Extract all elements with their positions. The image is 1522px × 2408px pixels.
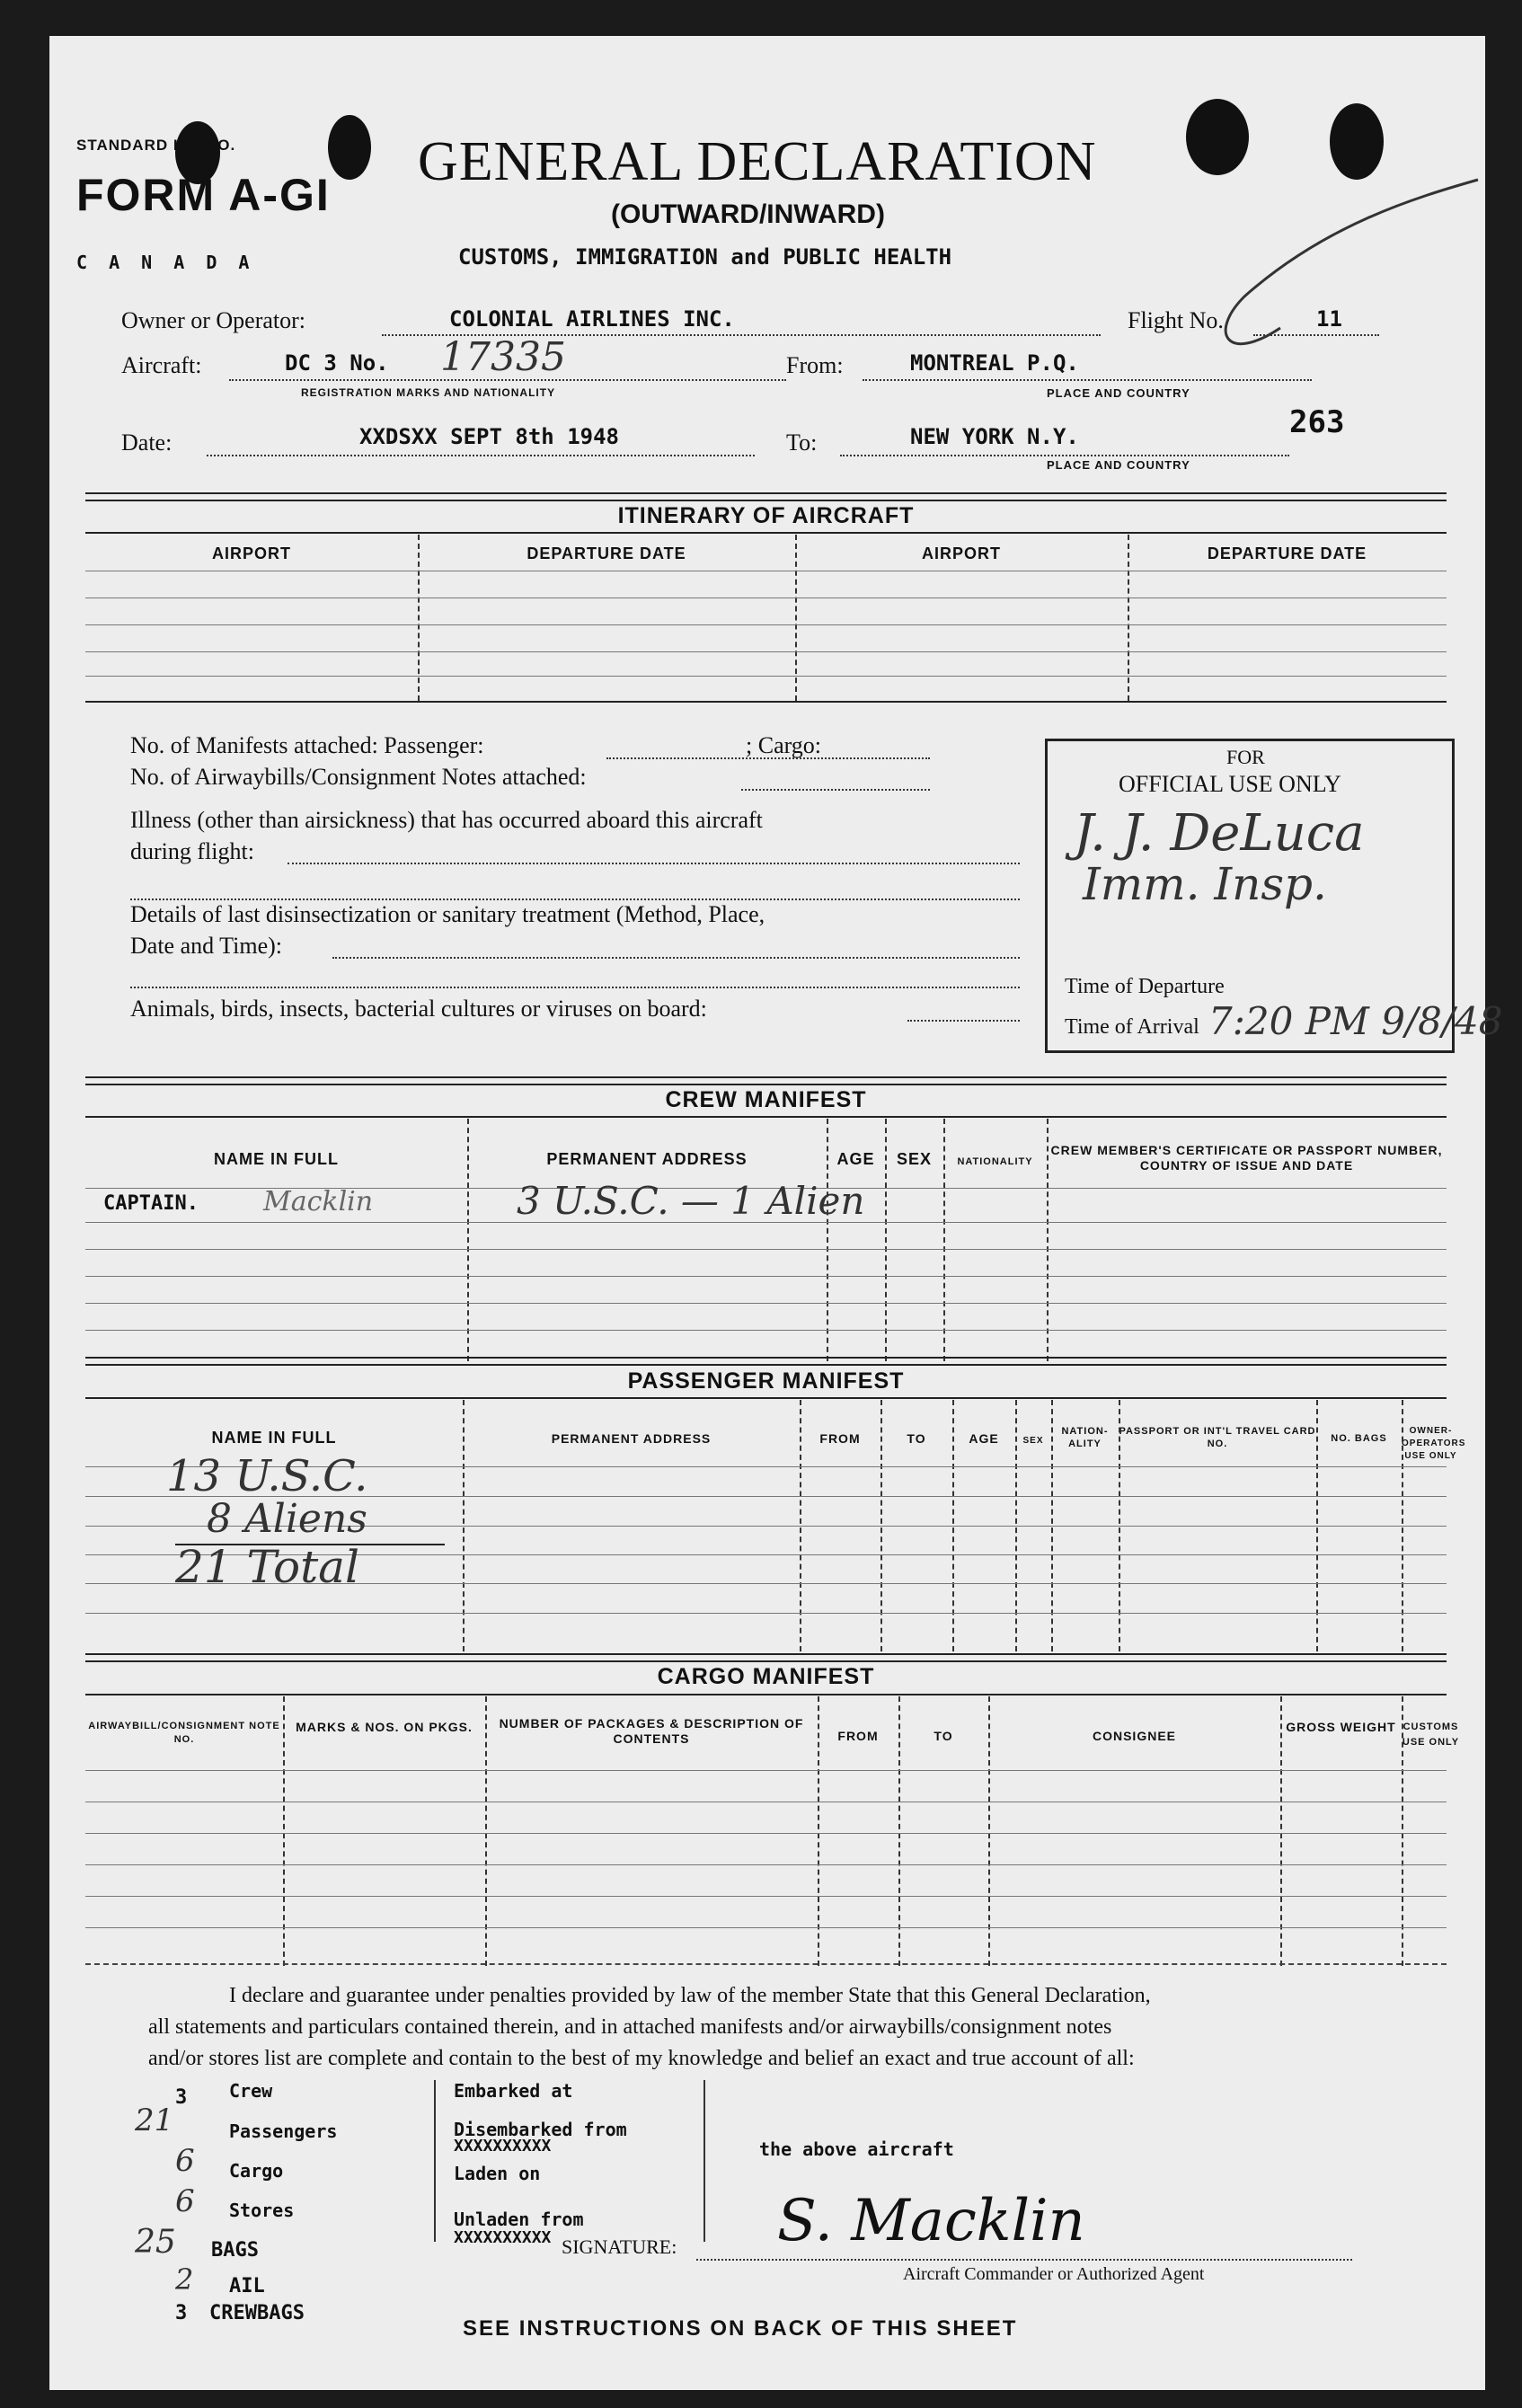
passenger-col-bags: NO. BAGS bbox=[1331, 1433, 1387, 1444]
ink-blot bbox=[328, 115, 371, 180]
crew-col-age: AGE bbox=[836, 1150, 875, 1168]
form-title: GENERAL DECLARATION bbox=[418, 131, 1097, 192]
unladen-strike: XXXXXXXXXX bbox=[454, 2228, 552, 2247]
airwaybills-line bbox=[741, 789, 930, 791]
passenger-col-owner: OWNER-OPERATORS USE ONLY bbox=[1402, 1426, 1466, 1461]
cargo-bottom-rule bbox=[85, 1963, 1447, 1965]
form-subtitle: (OUTWARD/INWARD) bbox=[611, 199, 885, 229]
cargo-row bbox=[85, 1864, 1447, 1865]
cargo-divider bbox=[988, 1696, 990, 1966]
declaration-line: I declare and guarantee under penalties provided by law of the member State that this General Declaration, bbox=[229, 1984, 1151, 2007]
crew-title: CREW MANIFEST bbox=[665, 1087, 867, 1112]
cargo-col-consignee: CONSIGNEE bbox=[1092, 1729, 1176, 1743]
crew-col-name: NAME IN FULL bbox=[214, 1150, 339, 1168]
cargo-col-packages: NUMBER OF PACKAGES & DESCRIPTION OF CONTENTS bbox=[499, 1716, 804, 1746]
from-label: From: bbox=[786, 352, 844, 378]
to-line bbox=[840, 455, 1289, 456]
cargo-divider bbox=[283, 1696, 285, 1966]
crew-title-rule bbox=[85, 1116, 1447, 1118]
summary-bracket bbox=[434, 2080, 436, 2242]
crew-row bbox=[85, 1276, 1447, 1277]
aircraft-value: DC 3 No. bbox=[285, 350, 389, 376]
aircraft-statement: the above aircraft bbox=[759, 2138, 954, 2160]
passenger-count-hand: 21 Total bbox=[175, 1541, 359, 1593]
aircraft-number-hand: 17335 bbox=[440, 334, 566, 380]
illness-label-2: during flight: bbox=[130, 838, 254, 864]
passenger-col-name: NAME IN FULL bbox=[211, 1429, 337, 1447]
crew-row bbox=[85, 1330, 1447, 1331]
itinerary-title: ITINERARY OF AIRCRAFT bbox=[617, 503, 915, 528]
disinsect-line bbox=[332, 957, 1020, 959]
disembarked-label: Disembarked from bbox=[454, 2119, 627, 2140]
itinerary-bottom-rule bbox=[85, 701, 1447, 703]
disinsect-label-2: Date and Time): bbox=[130, 933, 282, 959]
crew-col-nationality: NATIONALITY bbox=[957, 1156, 1033, 1167]
flight-line bbox=[1253, 334, 1379, 336]
signature-line bbox=[696, 2259, 1352, 2261]
crew-divider bbox=[1047, 1119, 1049, 1361]
date-label: Date: bbox=[121, 429, 173, 456]
itinerary-title-rule bbox=[85, 532, 1447, 534]
itinerary-col-airport-2: AIRPORT bbox=[922, 544, 1001, 562]
cargo-col-to: TO bbox=[934, 1729, 953, 1743]
cargo-divider bbox=[1402, 1696, 1403, 1966]
cargo-row bbox=[85, 1927, 1447, 1928]
cargo-col-marks: MARKS & NOS. ON PKGS. bbox=[296, 1720, 473, 1734]
departure-time-label: Time of Departure bbox=[1065, 975, 1225, 998]
to-caption: PLACE AND COUNTRY bbox=[1047, 458, 1190, 472]
country-label: C A N A D A bbox=[76, 252, 255, 273]
crew-captain-name: Macklin bbox=[263, 1186, 374, 1217]
disinsect-line-2 bbox=[130, 987, 1020, 988]
passenger-col-sex: SEX bbox=[1022, 1436, 1044, 1446]
passenger-title: PASSENGER MANIFEST bbox=[627, 1368, 905, 1394]
commander-signature: S. Macklin bbox=[777, 2188, 1085, 2254]
cargo-divider bbox=[818, 1696, 819, 1966]
cargo-divider bbox=[898, 1696, 900, 1966]
summary-crewbags-label: CREWBAGS bbox=[209, 2302, 305, 2324]
arrival-time-label: Time of Arrival bbox=[1065, 1015, 1199, 1039]
cargo-col-airwaybill: AIRWAYBILL/CONSIGNMENT NOTE NO. bbox=[88, 1721, 280, 1745]
registration-caption: REGISTRATION MARKS AND NATIONALITY bbox=[301, 386, 556, 399]
summary-cargo-hand: 6 bbox=[175, 2143, 195, 2179]
crew-divider bbox=[885, 1119, 887, 1361]
declaration-form bbox=[49, 36, 1503, 2390]
passenger-row bbox=[85, 1613, 1447, 1614]
aircraft-label: Aircraft: bbox=[121, 352, 202, 378]
itinerary-col-airport: AIRPORT bbox=[212, 544, 291, 562]
crew-col-address: PERMANENT ADDRESS bbox=[546, 1150, 748, 1168]
cargo-row bbox=[85, 1770, 1447, 1771]
form-subtitle-2: CUSTOMS, IMMIGRATION and PUBLIC HEALTH bbox=[458, 244, 952, 270]
itinerary-row bbox=[85, 624, 1447, 625]
crew-divider bbox=[827, 1119, 828, 1361]
from-caption: PLACE AND COUNTRY bbox=[1047, 386, 1190, 400]
form-number: FORM A-GI bbox=[76, 170, 331, 220]
summary-crewbags-count: 3 bbox=[175, 2302, 188, 2324]
embarked-label: Embarked at bbox=[454, 2080, 573, 2102]
passenger-count-hand: 8 Aliens bbox=[207, 1496, 367, 1542]
cargo-title-rule bbox=[85, 1694, 1447, 1695]
from-line bbox=[863, 379, 1312, 381]
crew-divider bbox=[467, 1119, 469, 1361]
owner-value: COLONIAL AIRLINES INC. bbox=[449, 306, 735, 332]
summary-stores-hand: 6 bbox=[175, 2183, 195, 2219]
crew-divider bbox=[943, 1119, 945, 1361]
page-number: 263 bbox=[1289, 404, 1345, 440]
illness-label: Illness (other than airsickness) that has occurred aboard this aircraft bbox=[130, 807, 763, 833]
official-for: FOR bbox=[1226, 746, 1265, 768]
passenger-col-from: FROM bbox=[819, 1431, 861, 1446]
passenger-col-nationality: NATION-ALITY bbox=[1061, 1426, 1109, 1449]
date-value: XXDSXX SEPT 8th 1948 bbox=[359, 424, 619, 449]
standard-label: STANDARD I.C.A.O. bbox=[76, 137, 236, 154]
passenger-col-to: TO bbox=[907, 1431, 926, 1446]
cargo-title: CARGO MANIFEST bbox=[657, 1664, 875, 1689]
passenger-col-address: PERMANENT ADDRESS bbox=[551, 1431, 712, 1446]
owner-label: Owner or Operator: bbox=[121, 307, 306, 333]
crew-col-sex: SEX bbox=[896, 1150, 933, 1168]
from-value: MONTREAL P.Q. bbox=[910, 350, 1079, 376]
passenger-col-passport: PASSPORT OR INT'L TRAVEL CARD NO. bbox=[1119, 1426, 1316, 1449]
inspector-signature: J. J. DeLuca bbox=[1074, 804, 1365, 863]
crew-col-certificate: CREW MEMBER'S CERTIFICATE OR PASSPORT NUMBER, COUNTRY OF ISSUE AND DATE bbox=[1050, 1143, 1443, 1173]
summary-stores-label: Stores bbox=[229, 2200, 295, 2221]
to-value: NEW YORK N.Y. bbox=[910, 424, 1079, 449]
crew-bottom-rule bbox=[85, 1357, 1447, 1359]
itinerary-top-rule-2 bbox=[85, 500, 1447, 501]
cargo-top-rule bbox=[85, 1660, 1447, 1662]
manifests-label: No. of Manifests attached: Passenger: bbox=[130, 732, 484, 758]
summary-mail-hand: 2 bbox=[175, 2262, 194, 2297]
declaration-line: all statements and particulars contained therein, and in attached manifests and/or airwaybills/consignment notes bbox=[148, 2015, 1112, 2039]
passenger-bottom-rule bbox=[85, 1653, 1447, 1655]
official-use-label: OFFICIAL USE ONLY bbox=[1119, 771, 1341, 797]
summary-cargo-label: Cargo bbox=[229, 2160, 284, 2182]
cargo-row bbox=[85, 1833, 1447, 1834]
summary-passengers-label: Passengers bbox=[229, 2120, 338, 2142]
passenger-count-hand: 13 U.S.C. bbox=[166, 1451, 368, 1501]
passenger-top-rule bbox=[85, 1364, 1447, 1366]
date-line bbox=[207, 455, 755, 456]
instructions-note: SEE INSTRUCTIONS ON BACK OF THIS SHEET bbox=[463, 2316, 1018, 2341]
declaration-line: and/or stores list are complete and contain to the best of my knowledge and belief an exact and true account of all: bbox=[148, 2047, 1135, 2070]
checkmark-scribble bbox=[1146, 162, 1487, 368]
arrival-time-value: 7:20 PM 9/8/48 bbox=[1208, 999, 1503, 1043]
summary-mail-label: AIL bbox=[229, 2275, 265, 2297]
crew-row bbox=[85, 1303, 1447, 1304]
cargo-divider bbox=[1280, 1696, 1282, 1966]
summary-bags-label: BAGS bbox=[211, 2239, 259, 2262]
cargo-divider bbox=[485, 1696, 487, 1966]
cargo-col-from: FROM bbox=[837, 1729, 879, 1743]
laden-label: Laden on bbox=[454, 2163, 541, 2184]
to-label: To: bbox=[786, 429, 818, 456]
passenger-col-age: AGE bbox=[969, 1431, 999, 1446]
disembarked-strike: XXXXXXXXXX bbox=[454, 2137, 552, 2156]
signature-label: SIGNATURE: bbox=[562, 2235, 677, 2258]
airwaybills-label: No. of Airwaybills/Consignment Notes attached: bbox=[130, 764, 587, 790]
crew-row bbox=[85, 1249, 1447, 1250]
animals-label: Animals, birds, insects, bacterial cultures or viruses on board: bbox=[130, 996, 707, 1022]
inspector-title: Imm. Insp. bbox=[1083, 858, 1327, 910]
flight-value: 11 bbox=[1316, 306, 1342, 332]
cargo-count-label: ; Cargo: bbox=[746, 732, 822, 758]
unladen-label: Unladen from bbox=[454, 2209, 584, 2230]
itinerary-col-departure: DEPARTURE DATE bbox=[527, 544, 686, 562]
crew-top-rule-2 bbox=[85, 1084, 1447, 1085]
cargo-col-customs: CUSTOMS USE ONLY bbox=[1402, 1722, 1460, 1748]
illness-line-2 bbox=[130, 899, 1020, 900]
animals-line bbox=[907, 1020, 1020, 1022]
summary-crew-label: Crew bbox=[229, 2080, 273, 2102]
summary-bracket-right bbox=[703, 2080, 705, 2242]
crew-captain: CAPTAIN. bbox=[103, 1192, 199, 1215]
itinerary-row bbox=[85, 676, 1447, 677]
crew-summary-hand: 3 U.S.C. — 1 Alien bbox=[517, 1179, 865, 1223]
illness-line bbox=[288, 863, 1020, 864]
flight-label: Flight No. bbox=[1128, 307, 1224, 333]
signature-caption: Aircraft Commander or Authorized Agent bbox=[903, 2264, 1205, 2284]
itinerary-row bbox=[85, 651, 1447, 652]
passenger-title-rule bbox=[85, 1397, 1447, 1399]
itinerary-top-rule bbox=[85, 492, 1447, 494]
crew-top-rule bbox=[85, 1076, 1447, 1078]
cargo-col-weight: GROSS WEIGHT bbox=[1286, 1720, 1396, 1734]
disinsect-label: Details of last disinsectization or sanitary treatment (Method, Place, bbox=[130, 901, 765, 927]
itinerary-col-departure-2: DEPARTURE DATE bbox=[1207, 544, 1367, 562]
summary-crew-count: 3 bbox=[175, 2086, 188, 2109]
cargo-row bbox=[85, 1896, 1447, 1897]
summary-passengers-hand: 21 bbox=[135, 2103, 174, 2138]
summary-bags-hand: 25 bbox=[135, 2224, 176, 2261]
